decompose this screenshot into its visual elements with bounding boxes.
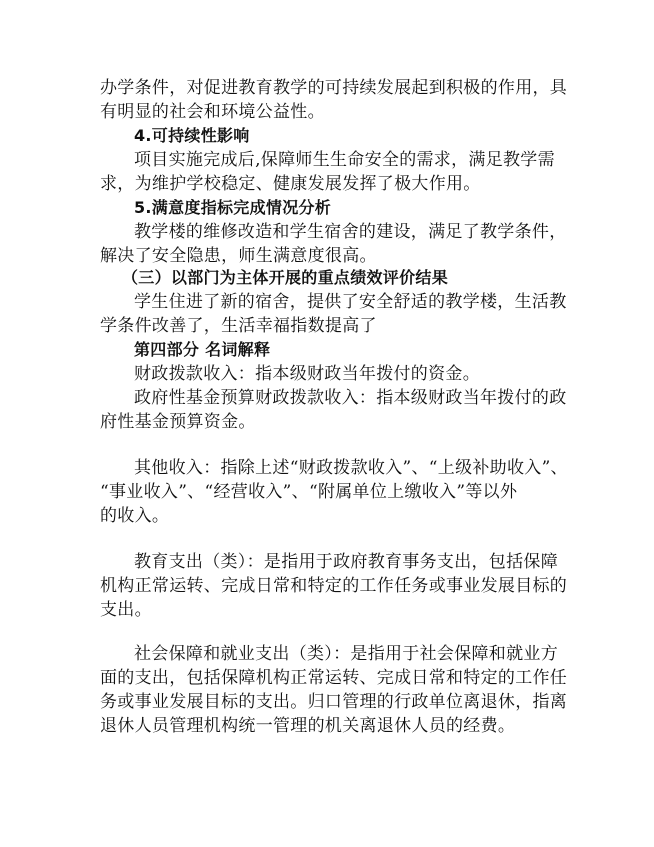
paragraph-line: 办学条件，对促进教育教学的可持续发展起到积极的作用，具 xyxy=(100,78,568,98)
paragraph-line: 求，为维护学校稳定、健康发展发挥了极大作用。 xyxy=(100,174,481,194)
heading-satisfaction-analysis: 5.满意度指标完成情况分析 xyxy=(134,198,332,217)
paragraph-line: 项目实施完成后,保障师生生命安全的需求，满足教学需 xyxy=(134,150,555,170)
definition-line: 面的支出，包括保障机构正常运转、完成日常和特定的工作任 xyxy=(100,668,568,688)
definition-fiscal-income: 财政拨款收入：指本级财政当年拨付的资金。 xyxy=(134,364,480,384)
paragraph-line: 学生住进了新的宿舍，提供了安全舒适的教学楼，生活教 xyxy=(134,292,567,312)
definition-line: 支出。 xyxy=(100,600,152,620)
paragraph-line: 教学楼的维修改造和学生宿舍的建设，满足了教学条件， xyxy=(134,222,567,242)
definition-line: 政府性基金预算财政拨款收入：指本级财政当年拨付的政 xyxy=(134,388,567,408)
heading-part-four: 第四部分 名词解释 xyxy=(134,340,271,359)
definition-line: 机构正常运转、完成日常和特定的工作任务或事业发展目标的 xyxy=(100,576,568,596)
definition-line: 府性基金预算资金。 xyxy=(100,412,256,432)
definition-line: 其他收入：指除上述“财政拨款收入”、“上级补助收入”、 xyxy=(134,458,568,478)
heading-sustainability-impact: 4.可持续性影响 xyxy=(134,126,250,145)
heading-section-three: （三）以部门为主体开展的重点绩效评价结果 xyxy=(122,268,449,287)
definition-line: 教育支出（类）：是指用于政府教育事务支出，包括保障 xyxy=(134,552,558,572)
definition-line: 务或事业发展目标的支出。归口管理的行政单位离退休，指离 xyxy=(100,692,568,712)
definition-line: 的收入。 xyxy=(100,506,170,526)
definition-line: 退休人员管理机构统一管理的机关离退休人员的经费。 xyxy=(100,716,516,736)
paragraph-line: 解决了安全隐患，师生满意度很高。 xyxy=(100,246,377,266)
definition-line: 社会保障和就业支出（类）：是指用于社会保障和就业方 xyxy=(134,644,558,664)
paragraph-line: 有明显的社会和环境公益性。 xyxy=(100,102,325,122)
definition-line: “事业收入”、“经营收入”、“附属单位上缴收入”等以外 xyxy=(100,482,518,502)
paragraph-line: 学条件改善了，生活幸福指数提高了 xyxy=(100,316,377,336)
